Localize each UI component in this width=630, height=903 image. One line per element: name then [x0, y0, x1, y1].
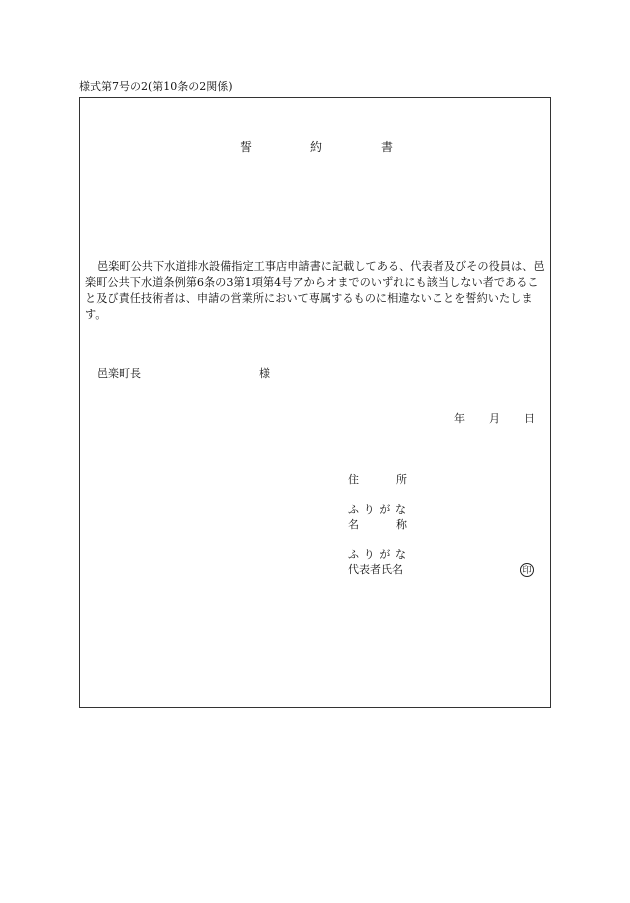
title-char-2: 約	[310, 140, 323, 154]
address-label-char: 住	[348, 473, 359, 486]
representative-name-label: 代表者氏名	[348, 563, 403, 576]
pledge-body-text: 邑楽町公共下水道排水設備指定工事店申請書に記載してある、代表者及びその役員は、邑楽町公共下水道条例第6条の3第1項第4号アからオまでのいずれにも該当しない者であること及び責任技術者は、申請の営業所において専属するものに相違ないことを誓約いたします。	[85, 260, 545, 321]
title-char-3: 書	[381, 140, 394, 154]
furigana-char: ふ	[348, 548, 359, 561]
furigana-char: が	[379, 503, 391, 516]
date-day-label: 日	[524, 412, 535, 425]
seal-icon: 印	[520, 563, 534, 577]
furigana-label-1	[348, 503, 406, 517]
addressee-honorific: 様	[259, 367, 270, 380]
document-frame	[79, 97, 551, 708]
address-label-char: 所	[396, 473, 407, 486]
date-month-label: 月	[489, 412, 500, 425]
furigana-label-2	[348, 548, 406, 562]
form-number-label: 様式第7号の2(第10条の2関係)	[79, 80, 233, 93]
furigana-char: ふ	[348, 503, 359, 516]
addressee-name: 邑楽町長	[97, 367, 141, 380]
date-year-label: 年	[454, 412, 465, 425]
company-name-label-char: 名	[348, 518, 359, 531]
furigana-char: な	[394, 503, 406, 516]
address-label	[348, 473, 407, 487]
company-name-label-char: 称	[396, 518, 407, 531]
furigana-char: り	[363, 503, 375, 516]
furigana-char: り	[363, 548, 375, 561]
title-char-1: 誓	[240, 140, 253, 154]
company-name-label	[348, 518, 407, 532]
furigana-char: な	[394, 548, 406, 561]
furigana-char: が	[379, 548, 391, 561]
